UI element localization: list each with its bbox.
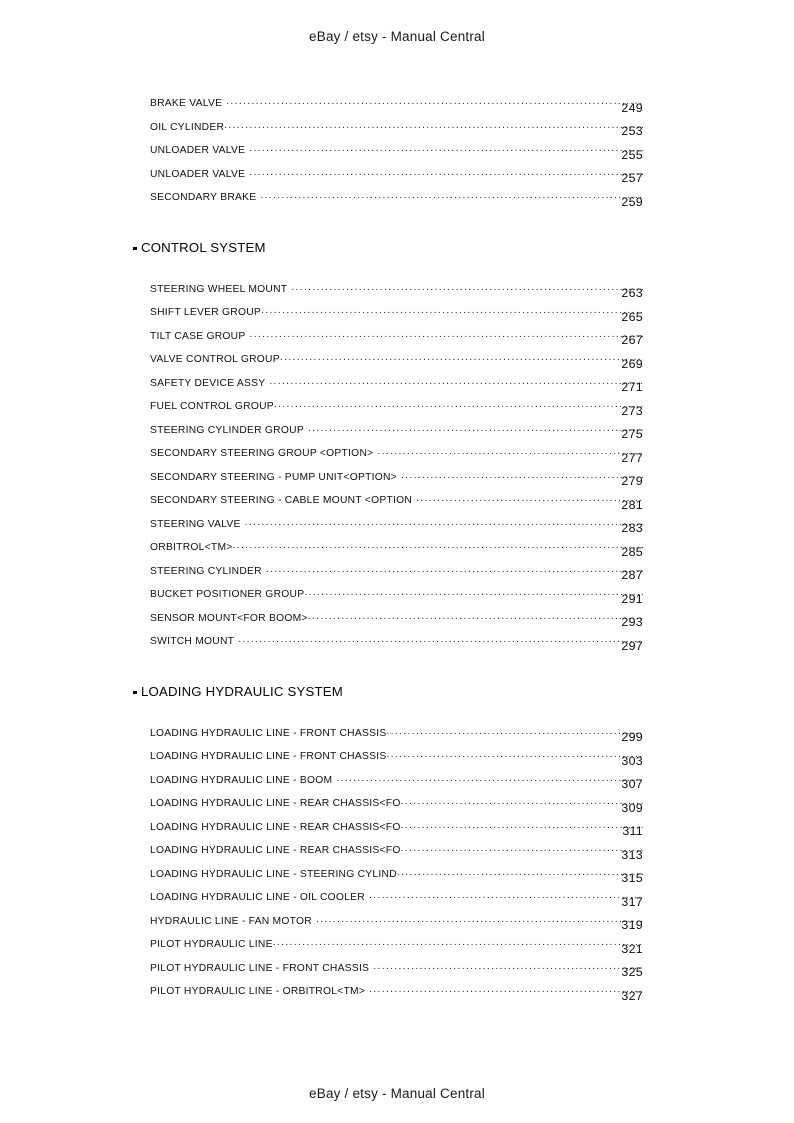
toc-entry[interactable] [0, 493, 794, 517]
toc-entry-title: SECONDARY STEERING GROUP <OPTION> [150, 448, 374, 459]
dot-leader [369, 984, 643, 994]
toc-entry-title: SHIFT LEVER GROUP [150, 307, 262, 318]
toc-entry[interactable] [0, 890, 794, 914]
toc-entry-title: OIL CYLINDER [150, 121, 225, 133]
toc-entry-title: STEERING CYLINDER [150, 565, 262, 577]
toc-entry[interactable] [0, 726, 794, 750]
toc-entry[interactable] [0, 984, 794, 1008]
section-spacer [0, 260, 794, 282]
dot-leader [260, 190, 643, 200]
dot-leader [336, 773, 643, 783]
dot-leader [308, 423, 643, 433]
toc-entry[interactable] [0, 376, 794, 400]
toc-entry-page-number: 255 [621, 147, 643, 162]
dot-leader [274, 399, 643, 409]
toc-entry[interactable] [0, 564, 794, 588]
toc-entry-page-number: 299 [621, 730, 643, 744]
toc-entry-page-number: 311 [622, 824, 643, 838]
toc-entry-title: LOADING HYDRAULIC LINE - FRONT CHASSIS [150, 751, 387, 762]
dot-leader [304, 587, 643, 597]
dot-leader [249, 167, 643, 177]
toc-entry-title: LOADING HYDRAULIC LINE - STEERING CYLIND [150, 868, 397, 880]
toc-entry-title: STEERING WHEEL MOUNT [150, 283, 288, 295]
page-footer: eBay / etsy - Manual Central [309, 1086, 485, 1101]
dot-leader [226, 96, 643, 106]
toc-entry-page-number: 317 [621, 894, 643, 909]
toc-entry[interactable] [0, 773, 794, 797]
toc-entry-group [0, 282, 794, 658]
toc-entry[interactable] [0, 937, 794, 961]
toc-entry-page-number: 327 [621, 988, 643, 1003]
section-spacer [0, 214, 794, 236]
section-spacer [0, 704, 794, 726]
toc-entry-title: STEERING CYLINDER GROUP [150, 424, 304, 436]
toc-entry[interactable] [0, 120, 794, 144]
dot-leader [280, 352, 643, 362]
toc-entry-title: LOADING HYDRAULIC LINE - FRONT CHASSIS [150, 727, 387, 739]
toc-entry[interactable] [0, 820, 794, 844]
toc-entry-page-number: 319 [621, 918, 643, 932]
toc-entry[interactable] [0, 749, 794, 773]
toc-entry-page-number: 271 [621, 380, 643, 394]
toc-entry-title: SECONDARY STEERING - PUMP UNIT<OPTION> [150, 471, 397, 483]
toc-entry-title: VALVE CONTROL GROUP [150, 354, 280, 365]
dot-leader [249, 143, 643, 153]
toc-entry-title: PILOT HYDRAULIC LINE - ORBITROL<TM> [150, 986, 366, 997]
table-of-contents [0, 96, 794, 1008]
toc-entry-title: LOADING HYDRAULIC LINE - OIL COOLER [150, 892, 365, 903]
dot-leader [233, 540, 643, 550]
toc-entry[interactable] [0, 423, 794, 447]
dot-leader [269, 376, 643, 386]
toc-entry-group [0, 96, 794, 214]
toc-entry-title: SECONDARY STEERING - CABLE MOUNT <OPTION [150, 495, 413, 506]
toc-entry-title: LOADING HYDRAULIC LINE - BOOM [150, 774, 333, 786]
dot-leader [245, 517, 643, 527]
toc-entry-page-number: 291 [621, 591, 643, 606]
section-heading-label: CONTROL SYSTEM [141, 240, 266, 255]
toc-entry-title: SENSOR MOUNT<FOR BOOM> [150, 612, 308, 624]
toc-entry-page-number: 263 [621, 286, 643, 300]
dot-leader [291, 282, 643, 292]
toc-entry-page-number: 303 [621, 753, 643, 768]
toc-entry-page-number: 309 [621, 800, 643, 815]
toc-entry[interactable] [0, 446, 794, 470]
square-bullet-icon [133, 247, 137, 251]
toc-entry-title: HYDRAULIC LINE - FAN MOTOR [150, 915, 312, 927]
toc-entry[interactable] [0, 96, 794, 120]
dot-leader [266, 564, 643, 574]
toc-entry-title: SECONDARY BRAKE [150, 192, 257, 203]
toc-entry-page-number: 253 [621, 124, 643, 138]
toc-entry[interactable] [0, 914, 794, 938]
page-header: eBay / etsy - Manual Central [309, 29, 485, 44]
toc-entry[interactable] [0, 352, 794, 376]
toc-entry[interactable] [0, 634, 794, 658]
toc-entry[interactable] [0, 587, 794, 611]
toc-entry-title: STEERING VALVE [150, 518, 241, 530]
toc-entry-page-number: 277 [621, 450, 643, 465]
toc-entry-title: SAFETY DEVICE ASSY [150, 377, 266, 389]
toc-entry-page-number: 269 [621, 356, 643, 371]
dot-leader [224, 120, 643, 130]
section-heading-label: LOADING HYDRAULIC SYSTEM [141, 684, 343, 699]
section-spacer [0, 658, 794, 680]
toc-entry-page-number: 265 [621, 309, 643, 324]
toc-entry[interactable] [0, 843, 794, 867]
toc-entry[interactable] [0, 282, 794, 306]
toc-entry[interactable] [0, 399, 794, 423]
toc-entry-title: UNLOADER VALVE [150, 168, 246, 180]
toc-entry-page-number: 267 [621, 333, 643, 347]
toc-entry-title: LOADING HYDRAULIC LINE - REAR CHASSIS<FO [150, 821, 401, 833]
toc-entry[interactable] [0, 540, 794, 564]
toc-entry-page-number: 249 [621, 100, 643, 115]
toc-entry-title: BUCKET POSITIONER GROUP [150, 589, 305, 600]
toc-entry-page-number: 279 [621, 474, 643, 488]
toc-entry-page-number: 285 [621, 544, 643, 559]
toc-entry-title: SWITCH MOUNT [150, 636, 235, 647]
toc-entry-title: UNLOADER VALVE [150, 145, 246, 156]
toc-entry-title: PILOT HYDRAULIC LINE [150, 939, 273, 950]
toc-entry-page-number: 283 [621, 521, 643, 535]
toc-entry[interactable] [0, 329, 794, 353]
toc-entry-page-number: 321 [621, 941, 643, 956]
toc-entry-title: ORBITROL<TM> [150, 542, 233, 553]
toc-entry[interactable] [0, 167, 794, 191]
dot-leader [316, 914, 643, 924]
toc-entry-page-number: 257 [621, 171, 643, 185]
toc-entry-title: TILT CASE GROUP [150, 330, 246, 342]
toc-entry-page-number: 325 [621, 965, 643, 979]
toc-entry-group [0, 726, 794, 1008]
dot-leader [273, 937, 643, 947]
section-heading [0, 236, 794, 260]
dot-leader [308, 611, 643, 621]
toc-entry[interactable] [0, 190, 794, 214]
toc-entry-page-number: 273 [621, 403, 643, 418]
toc-entry[interactable] [0, 305, 794, 329]
dot-leader [238, 634, 643, 644]
toc-entry-page-number: 313 [621, 847, 643, 862]
toc-entry[interactable] [0, 143, 794, 167]
dot-leader [261, 305, 643, 315]
dot-leader [250, 329, 644, 339]
square-bullet-icon [133, 691, 137, 695]
toc-entry-title: FUEL CONTROL GROUP [150, 401, 274, 412]
toc-entry-title: LOADING HYDRAULIC LINE - REAR CHASSIS<FO [150, 798, 401, 809]
toc-entry[interactable] [0, 961, 794, 985]
toc-entry-title: BRAKE VALVE [150, 98, 223, 109]
toc-entry[interactable] [0, 517, 794, 541]
toc-entry[interactable] [0, 470, 794, 494]
toc-entry-page-number: 275 [621, 427, 643, 441]
toc-entry-page-number: 315 [621, 871, 643, 885]
toc-entry-page-number: 281 [621, 497, 643, 512]
toc-entry-page-number: 287 [621, 568, 643, 582]
toc-entry[interactable] [0, 611, 794, 635]
toc-entry-page-number: 259 [621, 194, 643, 209]
toc-entry-title: LOADING HYDRAULIC LINE - REAR CHASSIS<FO [150, 845, 401, 856]
toc-entry-page-number: 293 [621, 615, 643, 629]
toc-entry[interactable] [0, 796, 794, 820]
toc-entry-title: PILOT HYDRAULIC LINE - FRONT CHASSIS [150, 962, 370, 974]
dot-leader [369, 890, 643, 900]
toc-entry-page-number: 307 [621, 777, 643, 791]
section-heading [0, 680, 794, 704]
toc-entry[interactable] [0, 867, 794, 891]
toc-entry-page-number: 297 [621, 638, 643, 653]
